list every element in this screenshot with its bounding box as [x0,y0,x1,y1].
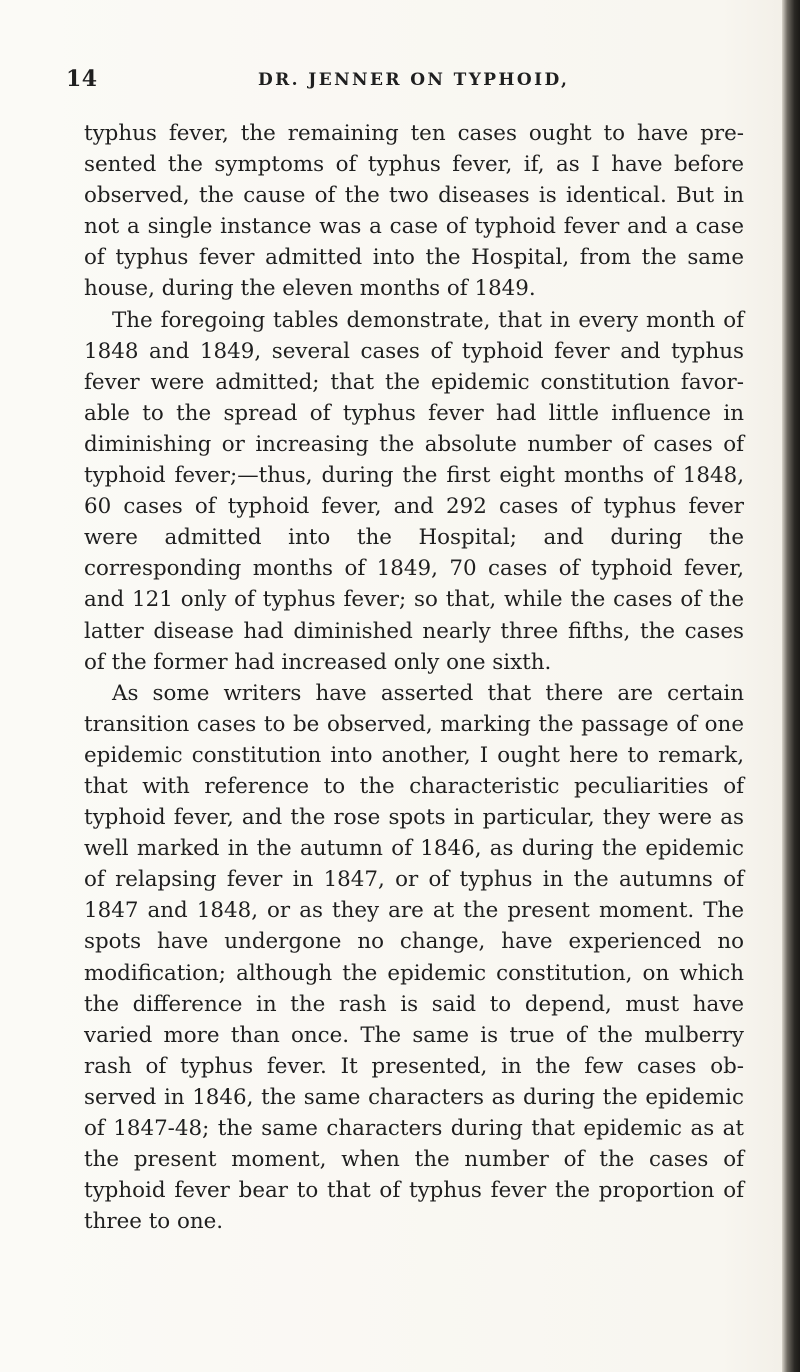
paragraph-continuation: typhus fever, the remaining ten cases ought to have pre-sented the symptoms of typhus fever, if, as I have before observed, the cause of the two diseases is identical. But in not a single instance was a case of typhoid fever and a case of typhus fever admitted into the Hospital, from the same house, during the eleven months of 1849. [84,121,744,302]
page-number: 14 [66,66,98,92]
page-binding-edge [782,0,800,1372]
paragraph-transition: As some writers have asserted that there are certain transition cases to be observed, marking the passage of one epidemic constitution into another, I ought here to remark, that with reference to the characteristic peculiarities of typhoid fever, and the rose spots in particular, they were as well marked in the autumn of 1846, as during the epidemic of relapsing fever in 1847, or of typhus in the autumns of 1847 and 1848, or as they are at the present moment. The spots have undergone no change, have experienced no modification; although the epidemic constitution, on which the difference in the rash is said to depend, must have varied more than once. The same is true of the mulberry rash of typhus fever. It presented, in the few cases ob-served in 1846, the same characters as during the epidemic of 1847-48; the same characters during that epidemic as at the present moment, when the number of the cases of typhoid fever bear to that of typhus fever the proportion of three to one. [84,680,744,1235]
paragraph-tables: The foregoing tables demonstrate, that in every month of 1848 and 1849, several cases of typhoid fever and typhus fever were admitted; that the epidemic constitution favor-able to the spread of typhus fever had little influence in diminishing or increasing the absolute number of cases of typhoid fever;—thus, during the first eight months of 1848, 60 cases of typhoid fever, and 292 cases of typhus fever were admitted into the Hospital; and during the corresponding months of 1849, 70 cases of typhoid fever, and 121 only of typhus fever; so that, while the cases of the latter disease had diminished nearly three fifths, the cases of the former had increased only one sixth. [84,307,744,675]
page-header [66,66,766,102]
body-text [84,118,744,1237]
running-head: DR. JENNER ON TYPHOID, [258,70,570,90]
